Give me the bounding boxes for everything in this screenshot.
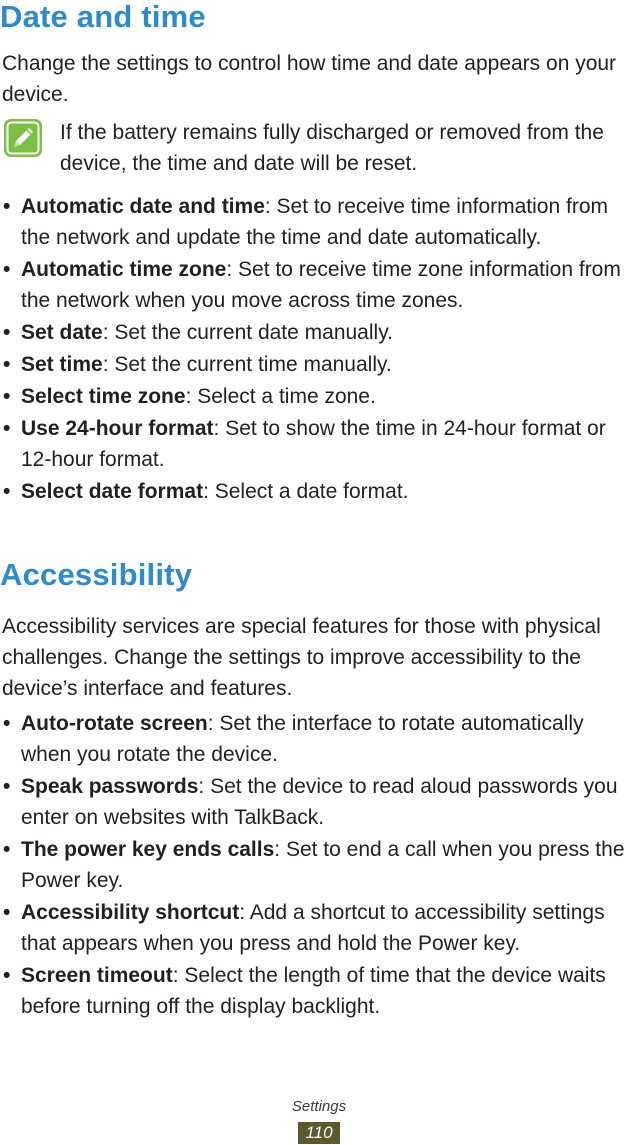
option-term: Screen timeout [21,964,173,987]
bullet-icon: • [3,901,11,924]
option-description: : Set to receive time zone information from the network when you move across time zones. [21,258,621,312]
date-and-time-section [0,0,634,507]
accessibility-section [0,558,634,1022]
accessibility-options [0,708,634,1022]
bullet-icon: • [3,712,11,735]
date-and-time-intro: Change the settings to control how time and date appears on your device. [2,52,617,106]
option-description: : Select a time zone. [185,385,376,408]
bullet-icon: • [3,195,11,218]
option-description: : Set the current date manually. [102,321,393,344]
page-number: 110 [298,1122,339,1144]
bullet-icon: • [3,838,11,861]
option-term: Select date format [21,480,204,503]
bullet-icon: • [3,321,11,344]
list-item [0,960,634,1022]
footer-section-label: Settings [291,1098,347,1115]
bullet-icon: • [3,258,11,281]
list-item [0,771,634,833]
option-description: : Set to show the time in 24-hour format or 12-hour format. [21,417,606,471]
bullet-icon: • [3,775,11,798]
page-footer [0,1098,634,1144]
option-term: Select time zone [21,385,186,408]
list-item [0,191,634,253]
list-item [0,897,634,959]
bullet-icon: • [3,964,11,987]
bullet-icon: • [3,385,11,408]
option-description: : Select a date format. [203,480,409,503]
list-item [0,349,634,380]
date-and-time-heading: Date and time [0,0,206,34]
bullet-icon: • [3,417,11,440]
option-description: : Set to receive time information from the network and update the time and date automatically. [21,195,609,249]
option-description: : Add a shortcut to accessibility settings that appears when you press and hold the Power key. [21,901,605,955]
bullet-icon: • [3,480,11,503]
option-term: Set date [21,321,103,344]
bullet-icon: • [3,353,11,376]
date-and-time-options [0,191,634,507]
option-description: : Set the current time manually. [102,353,392,376]
option-term: Use 24-hour format [21,417,214,440]
list-item [0,708,634,770]
option-description: : Set to end a call when you press the Power key. [21,838,625,892]
option-description: : Select the length of time that the device waits before turning off the display backlight. [21,964,606,1018]
list-item [0,317,634,348]
option-term: Auto-rotate screen [21,712,208,735]
option-description: : Set the interface to rotate automatically when you rotate the device. [21,712,584,766]
list-item [0,254,634,316]
option-description: : Set the device to read aloud passwords you enter on websites with TalkBack. [21,775,618,829]
note-text: If the battery remains fully discharged or removed from the device, the time and date will be reset. [60,121,604,175]
note-box [0,117,634,183]
list-item [0,381,634,412]
option-term: Speak passwords [21,775,199,798]
list-item [0,413,634,475]
option-term: Automatic time zone [21,258,227,281]
option-term: The power key ends calls [21,838,275,861]
list-item [0,834,634,896]
option-term: Automatic date and time [21,195,265,218]
list-item [0,476,634,507]
pencil-note-icon [3,118,43,158]
accessibility-intro: Accessibility services are special features for those with physical challenges. Change the settings to improve accessibility to the device’s interface and features. [2,615,601,700]
option-term: Set time [21,353,103,376]
accessibility-heading: Accessibility [0,557,193,592]
option-term: Accessibility shortcut [21,901,240,924]
